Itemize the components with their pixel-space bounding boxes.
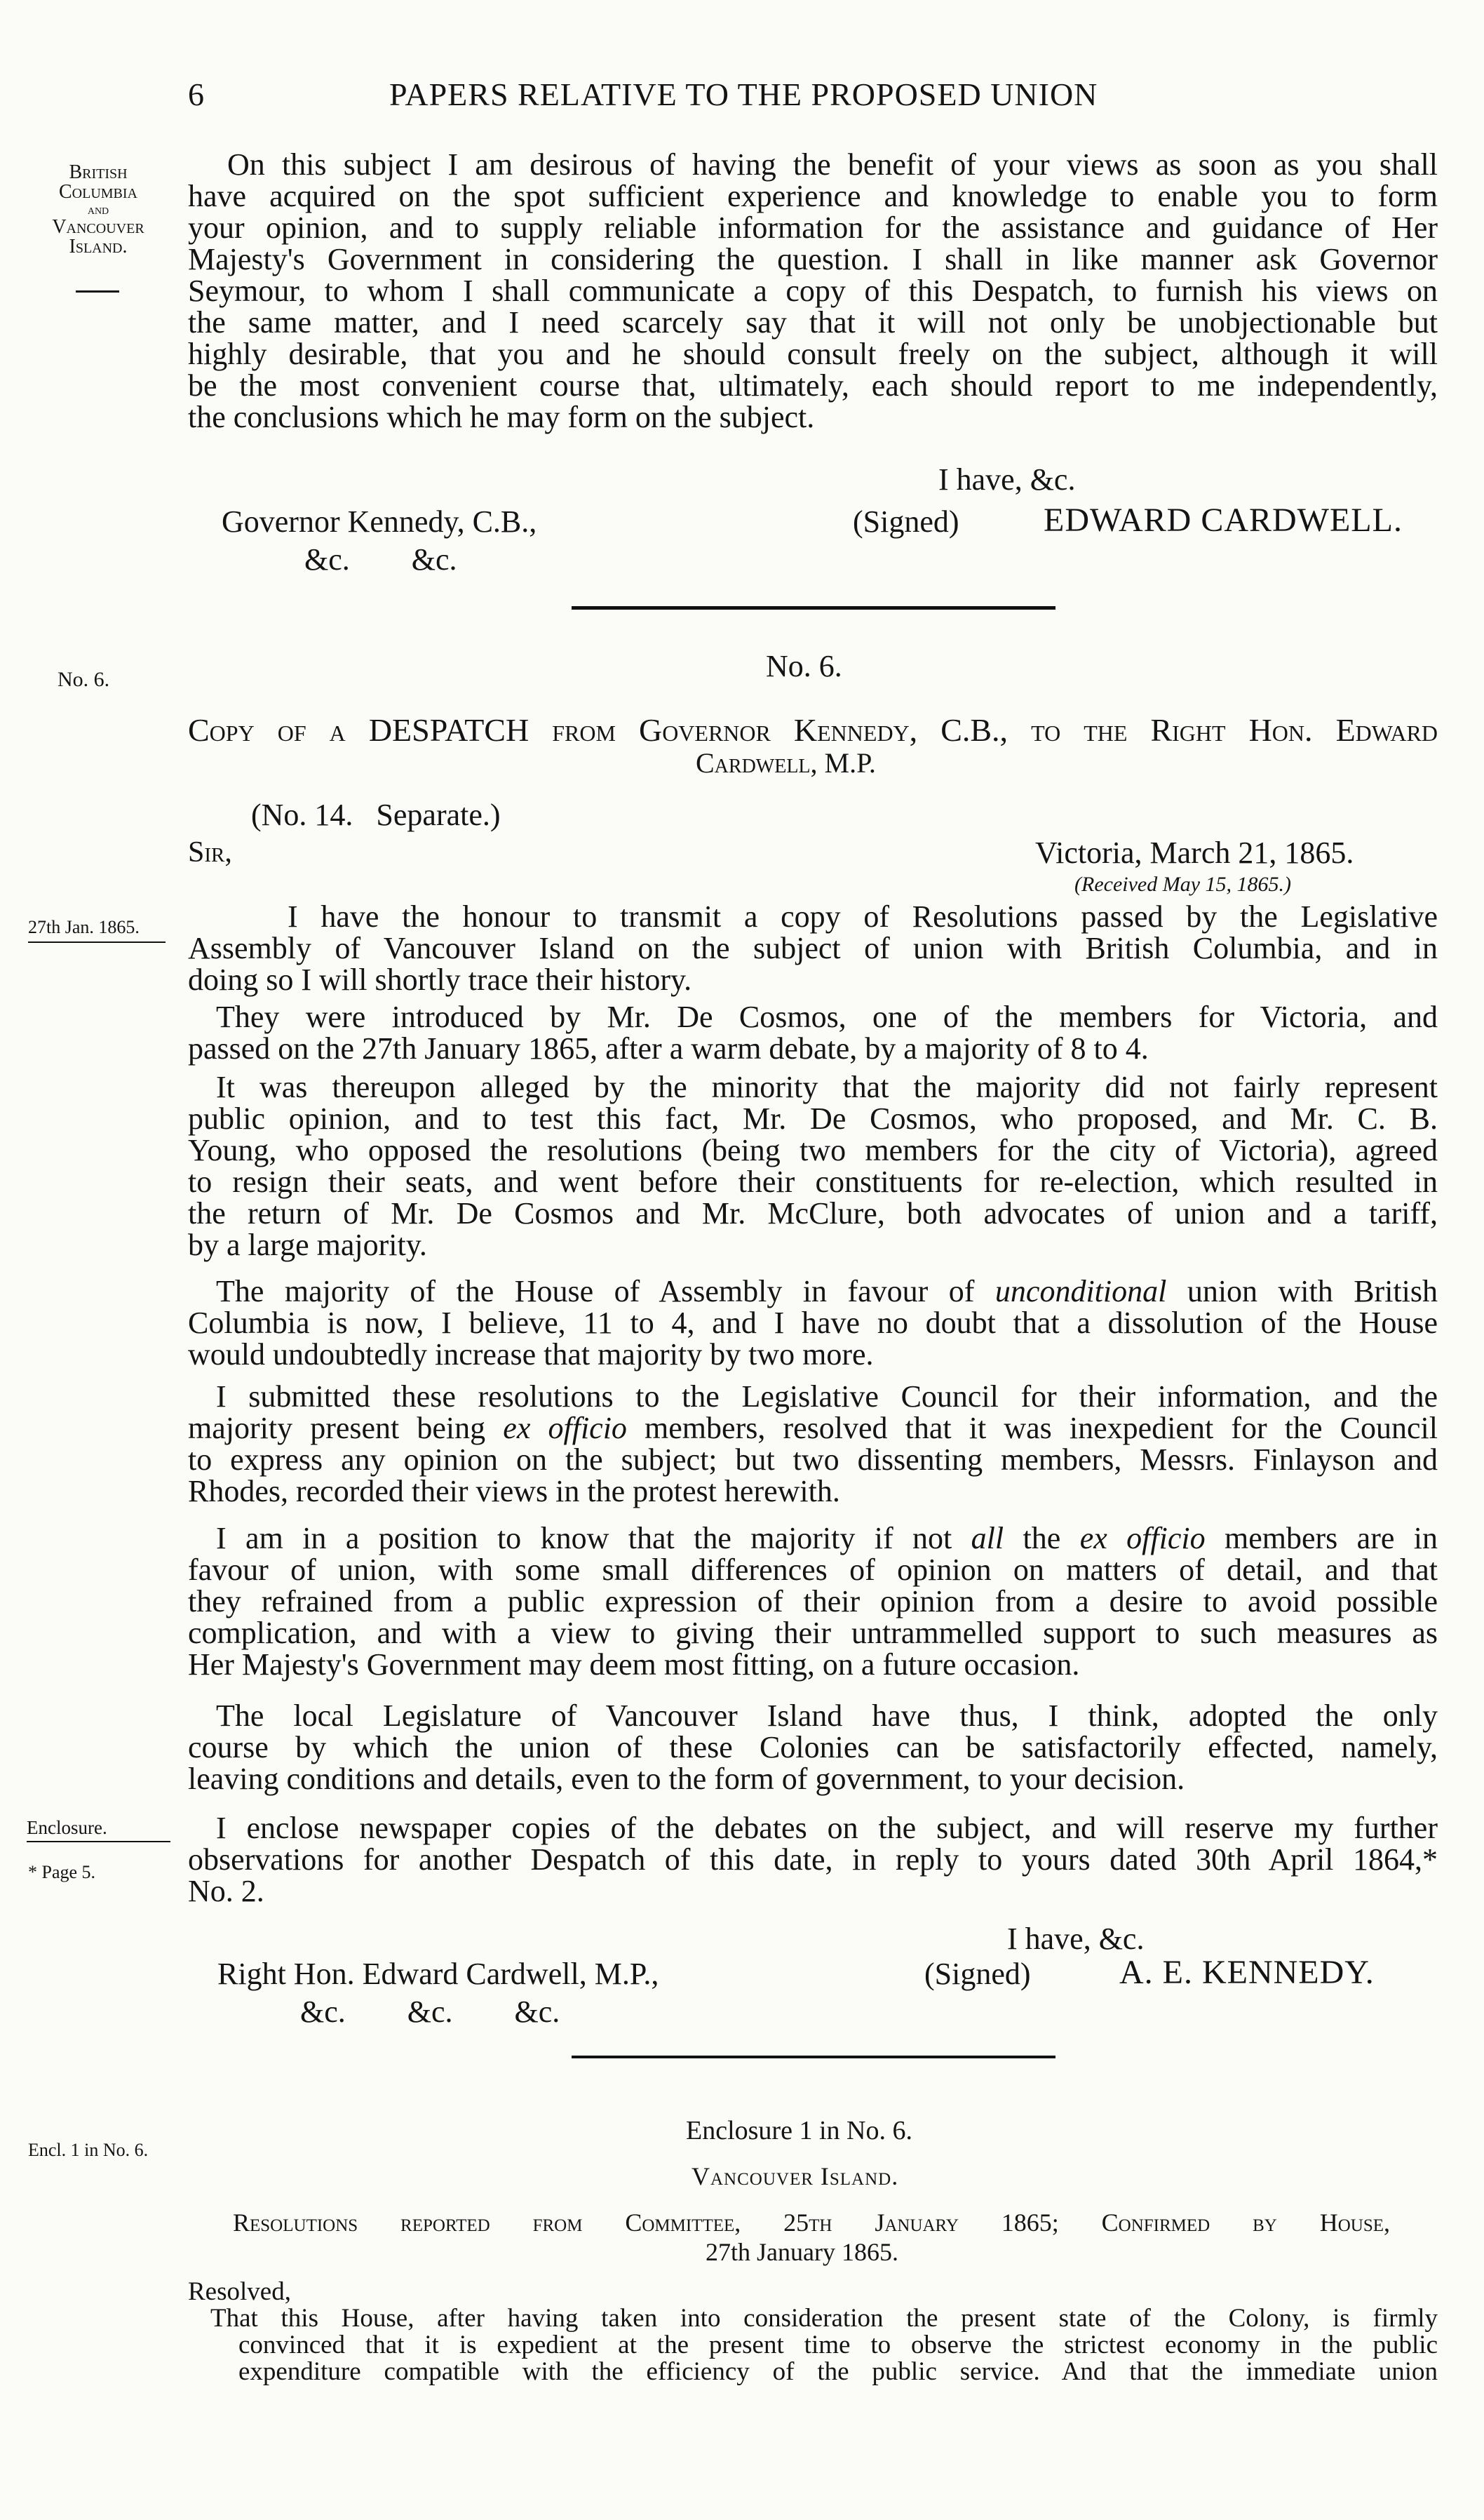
- text-line: I have the honour to transmit a copy of Resolutions passed by the Legislative: [288, 899, 1438, 934]
- margin-enclosure-underline: [27, 1841, 170, 1842]
- intro-signatory: EDWARD CARDWELL.: [1044, 502, 1403, 539]
- text-line: to resign their seats, and went before their constituents for re-election, which resulted in: [188, 1165, 1438, 1199]
- text-line: highly desirable, that you and he should consult freely on the subject, although it will: [188, 337, 1438, 371]
- despatch-number: No. 6.: [766, 649, 842, 683]
- text-line: I submitted these resolutions to the Legislative Council for their information, and the: [216, 1379, 1438, 1414]
- section-rule: [572, 606, 1055, 610]
- text-line: The local Legislature of Vancouver Island have thus, I think, adopted the only: [216, 1698, 1438, 1733]
- margin-enclosure: Enclosure.: [27, 1817, 107, 1838]
- text-line: the same matter, and I need scarcely say that it will not only be unobjectionable but: [188, 305, 1438, 340]
- text-line: the return of Mr. De Cosmos and Mr. McClure, both advocates of union and a tariff,: [188, 1196, 1438, 1231]
- text-line: They were introduced by Mr. De Cosmos, one of the members for Victoria, and: [216, 1000, 1438, 1034]
- text-line: It was thereupon alleged by the minority that the majority did not fairly represent: [216, 1070, 1438, 1104]
- text-line: course by which the union of these Colonies can be satisfactorily effected, namely,: [188, 1730, 1438, 1764]
- text-line: Assembly of Vancouver Island on the subject of union with British Columbia, and in: [188, 931, 1438, 965]
- intro-addressee-etc: &c. &c.: [304, 542, 457, 577]
- text-line: your opinion, and to supply reliable information for the assistance and guidance of Her: [188, 210, 1438, 245]
- text-line: Seymour, to whom I shall communicate a copy of this Despatch, to furnish his views on: [188, 274, 1438, 308]
- text-line: complication, and with a view to giving their untrammelled support to such measures as: [188, 1616, 1438, 1650]
- text-line: public opinion, and to test this fact, Mr. De Cosmos, who proposed, and Mr. C. B.: [188, 1101, 1438, 1136]
- despatch-signed: (Signed): [924, 1957, 1031, 1991]
- text-line: would undoubtedly increase that majority by two more.: [188, 1337, 874, 1372]
- text-line: On this subject I am desirous of having the benefit of your views as soon as you shall: [227, 147, 1438, 182]
- despatch-signatory: A. E. KENNEDY.: [1119, 1954, 1375, 1991]
- text-line: That this House, after having taken into consideration the present state of the Colony, is firmly: [210, 2304, 1438, 2333]
- despatch-ref: (No. 14. Separate.): [251, 798, 501, 832]
- text-line: favour of union, with some small differences of opinion on matters of detail, and that: [188, 1553, 1438, 1587]
- enclosure-heading: Enclosure 1 in No. 6.: [686, 2116, 912, 2145]
- despatch-i-have: I have, &c.: [1007, 1922, 1145, 1956]
- section-rule: [572, 2056, 1055, 2058]
- text-line: passed on the 27th January 1865, after a warm debate, by a majority of 8 to 4.: [188, 1031, 1149, 1066]
- margin-no6: No. 6.: [58, 668, 110, 691]
- despatch-addressee-etc: &c. &c. &c.: [300, 1995, 560, 2029]
- text-line: doing so I will shortly trace their history.: [188, 963, 692, 997]
- text-line: majority present being ex officio members, resolved that it was inexpedient for the Council: [188, 1411, 1438, 1445]
- text-line: observations for another Despatch of this date, in reply to yours dated 30th April 1864,*: [188, 1842, 1438, 1877]
- margin-colony-label: [28, 163, 168, 257]
- margin-line: British: [69, 161, 128, 183]
- margin-encl-ref: Encl. 1 in No. 6.: [28, 2140, 149, 2160]
- intro-addressee: Governor Kennedy, C.B.,: [222, 504, 537, 539]
- margin-date-ref: 27th Jan. 1865.: [28, 917, 140, 937]
- despatch-salutation: Sir,: [188, 836, 232, 869]
- despatch-heading-line1: Copy of a DESPATCH from Governor Kennedy, C.B., to the Right Hon. Edward: [188, 712, 1438, 748]
- text-line: by a large majority.: [188, 1228, 427, 1262]
- enclosure-resolutions-line1: Resolutions reported from Committee, 25th January 1865; Confirmed by House,: [233, 2209, 1390, 2237]
- margin-line: and: [87, 202, 109, 217]
- margin-line: Vancouver: [52, 216, 144, 238]
- enclosure-resolved: Resolved,: [188, 2277, 291, 2306]
- intro-signed: (Signed): [853, 504, 959, 539]
- despatch-heading-line2: Cardwell, M.P.: [696, 747, 876, 779]
- text-line: I enclose newspaper copies of the debates on the subject, and will reserve my further: [216, 1811, 1438, 1845]
- text-line: expenditure compatible with the efficiency of the public service. And that the immediate union: [238, 2357, 1438, 2386]
- text-line: be the most convenient course that, ultimately, each should report to me independently,: [188, 368, 1438, 403]
- running-title: PAPERS RELATIVE TO THE PROPOSED UNION: [389, 76, 1098, 112]
- text-line: to express any opinion on the subject; but two dissenting members, Messrs. Finlayson and: [188, 1442, 1438, 1477]
- text-line: Columbia is now, I believe, 11 to 4, and I have no doubt that a dissolution of the House: [188, 1306, 1438, 1340]
- enclosure-resolutions-line2: 27th January 1865.: [706, 2238, 898, 2266]
- despatch-place-date: Victoria, March 21, 1865.: [1035, 836, 1354, 870]
- text-line: Rhodes, recorded their views in the protest herewith.: [188, 1474, 840, 1508]
- text-line: convinced that it is expedient at the present time to observe the strictest economy in the public: [238, 2331, 1438, 2359]
- despatch-received: (Received May 15, 1865.): [1074, 873, 1292, 896]
- margin-page-ref: * Page 5.: [28, 1862, 96, 1882]
- text-line: the conclusions which he may form on the subject.: [188, 400, 815, 434]
- margin-dash: [76, 290, 119, 293]
- margin-date-underline: [28, 941, 166, 943]
- margin-line: Columbia: [58, 181, 137, 203]
- intro-i-have: I have, &c.: [938, 462, 1076, 497]
- text-line: leaving conditions and details, even to the form of government, to your decision.: [188, 1762, 1185, 1796]
- text-line: have acquired on the spot sufficient experience and knowledge to enable you to form: [188, 179, 1438, 213]
- text-line: I am in a position to know that the majority if not all the ex officio members are in: [216, 1521, 1438, 1555]
- enclosure-colony: Vancouver Island.: [692, 2162, 899, 2190]
- page-number: 6: [188, 76, 204, 112]
- text-line: No. 2.: [188, 1874, 264, 1908]
- margin-line: Island.: [69, 236, 128, 257]
- despatch-addressee: Right Hon. Edward Cardwell, M.P.,: [217, 1957, 659, 1991]
- text-line: Her Majesty's Government may deem most fitting, on a future occasion.: [188, 1647, 1080, 1682]
- text-line: Majesty's Government in considering the question. I shall in like manner ask Governor: [188, 242, 1438, 276]
- text-line: The majority of the House of Assembly in favour of unconditional union with British: [216, 1274, 1438, 1308]
- text-line: they refrained from a public expression of their opinion from a desire to avoid possible: [188, 1584, 1438, 1618]
- text-line: Young, who opposed the resolutions (being two members for the city of Victoria), agreed: [188, 1133, 1438, 1167]
